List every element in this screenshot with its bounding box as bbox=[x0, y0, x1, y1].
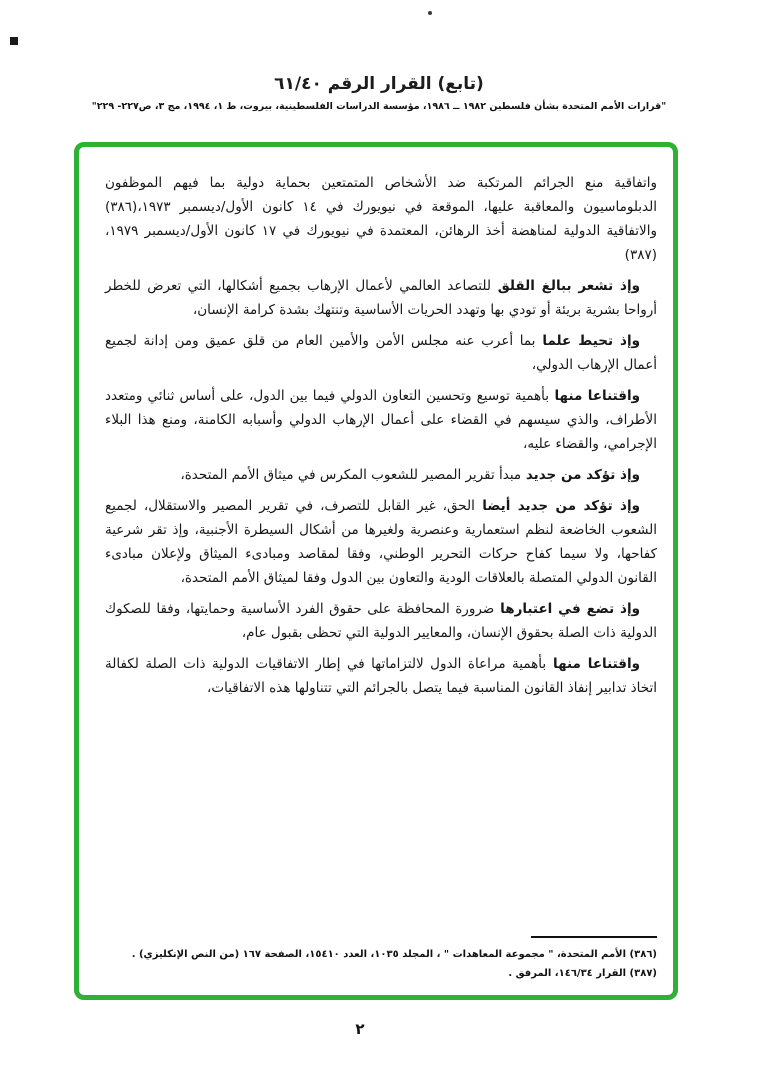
paragraph-text: الحق، غير القابل للتصرف، في تقرير المصير والاستقلال، لجميع الشعوب الخاضعة لنظم استعمارية وعنصرية ولغيرها من أشكال السيطرة الأجنبية، وإذ تقر شرعية كفاحها، ولا سيما كفاح حركات التحرير الوطني، وفقا لمقاصد ومبادىء الميثاق ولإعلان مبادىء القانون الدولي المتصلة بالعلاقات الودية والتعاون بين الدول وفقا لميثاق الأمم المتحدة، bbox=[105, 498, 657, 586]
paragraph bbox=[105, 384, 657, 456]
paragraph-lead: وإذ تؤكد من جديد أيضا bbox=[474, 498, 640, 514]
paragraph-lead: وإذ تحيط علما bbox=[535, 333, 640, 349]
footnote-separator bbox=[531, 936, 657, 938]
resolution-body bbox=[105, 171, 657, 707]
source-citation: "قرارات الأمم المتحدة بشأن فلسطين ١٩٨٢ ــ ١٩٨٦، مؤسسة الدراسات الفلسطينية، بيروت، ط ١، ١٩٩٤، مج ٣، ص٢٢٧- ٢٢٩" bbox=[91, 101, 667, 112]
paragraph-lead: وإذ تضع في اعتبارها bbox=[494, 601, 641, 617]
footnote: (٣٨٧) القرار ١٤٦/٣٤، المرفق . bbox=[508, 968, 657, 979]
paragraph-text: بأهمية مراعاة الدول لالتزاماتها في إطار الاتفاقيات الدولية ذات الصلة لكفالة اتخاذ تدابير إنفاذ القانون المناسبة فيما يتصل بالجرائم التي تتناولها هذه الاتفاقيات، bbox=[105, 656, 657, 696]
paragraph-lead: واقتناعا منها bbox=[546, 656, 640, 672]
green-border-frame bbox=[74, 142, 678, 1000]
paragraph bbox=[105, 494, 657, 590]
paragraph bbox=[105, 171, 657, 267]
paragraph bbox=[105, 274, 657, 322]
paragraph-text: ضرورة المحافظة على حقوق الفرد الأساسية وحمايتها، وفقا للصكوك الدولية ذات الصلة بحقوق الإنسان، والمعايير الدولية التي تحظى بقبول عام، bbox=[105, 601, 657, 641]
paragraph-text: مبدأ تقرير المصير للشعوب المكرس في ميثاق الأمم المتحدة، bbox=[180, 467, 522, 483]
resolution-title: (تابع) القرار الرقم ٦١/٤٠ bbox=[274, 74, 484, 94]
paragraph bbox=[105, 597, 657, 645]
scan-mark-dot bbox=[428, 11, 432, 15]
scan-mark-square bbox=[10, 37, 18, 45]
paragraph-lead: وإذ تشعر ببالغ القلق bbox=[490, 278, 640, 294]
footnote-section bbox=[105, 936, 657, 983]
paragraph bbox=[105, 329, 657, 377]
page-header bbox=[0, 74, 758, 112]
paragraph-text: للتصاعد العالمي لأعمال الإرهاب بجميع أشكالها، التي تعرض للخطر أرواحا بشرية بريئة أو تودي بها وتهدد الحريات الأساسية وتنتهك بشدة كرامة الإنسان، bbox=[105, 278, 657, 318]
paragraph-text: بأهمية توسيع وتحسين التعاون الدولي فيما بين الدول، على أساس ثنائي ومتعدد الأطراف، والذي سيسهم في القضاء على أعمال الإرهاب الدولي وأسبابه الكامنة، ومنع هذا البلاء الإجرامي، والقضاء عليه، bbox=[105, 388, 657, 452]
paragraph-text: واتفاقية منع الجرائم المرتكبة ضد الأشخاص المتمتعين بحماية دولية بما فيهم الموظفون الدبلوماسيون والمعاقبة عليها، الموقعة في نيويورك في ١٤ كانون الأول/ديسمبر ١٩٧٣،(٣٨٦) والاتفاقية الدولية لمناهضة أخذ الرهائن، المعتمدة في نيويورك في ١٧ كانون الأول/ديسمبر ١٩٧٩،(٣٨٧) bbox=[105, 175, 657, 263]
paragraph-lead: وإذ تؤكد من جديد bbox=[521, 467, 640, 483]
paragraph bbox=[105, 463, 657, 487]
page-number: ٢ bbox=[355, 1020, 365, 1038]
paragraph-text: بما أعرب عنه مجلس الأمن والأمين العام من قلق عميق ومن إدانة لجميع أعمال الإرهاب الدولي، bbox=[105, 333, 657, 373]
paragraph-lead: واقتناعا منها bbox=[549, 388, 640, 404]
footnote: (٣٨٦) الأمم المتحدة، " مجموعة المعاهدات " ، المجلد ١٠٣٥، العدد ١٥٤١٠، الصفحة ١٦٧ (من النص الإنكليزي) . bbox=[131, 949, 657, 960]
paragraph bbox=[105, 652, 657, 700]
